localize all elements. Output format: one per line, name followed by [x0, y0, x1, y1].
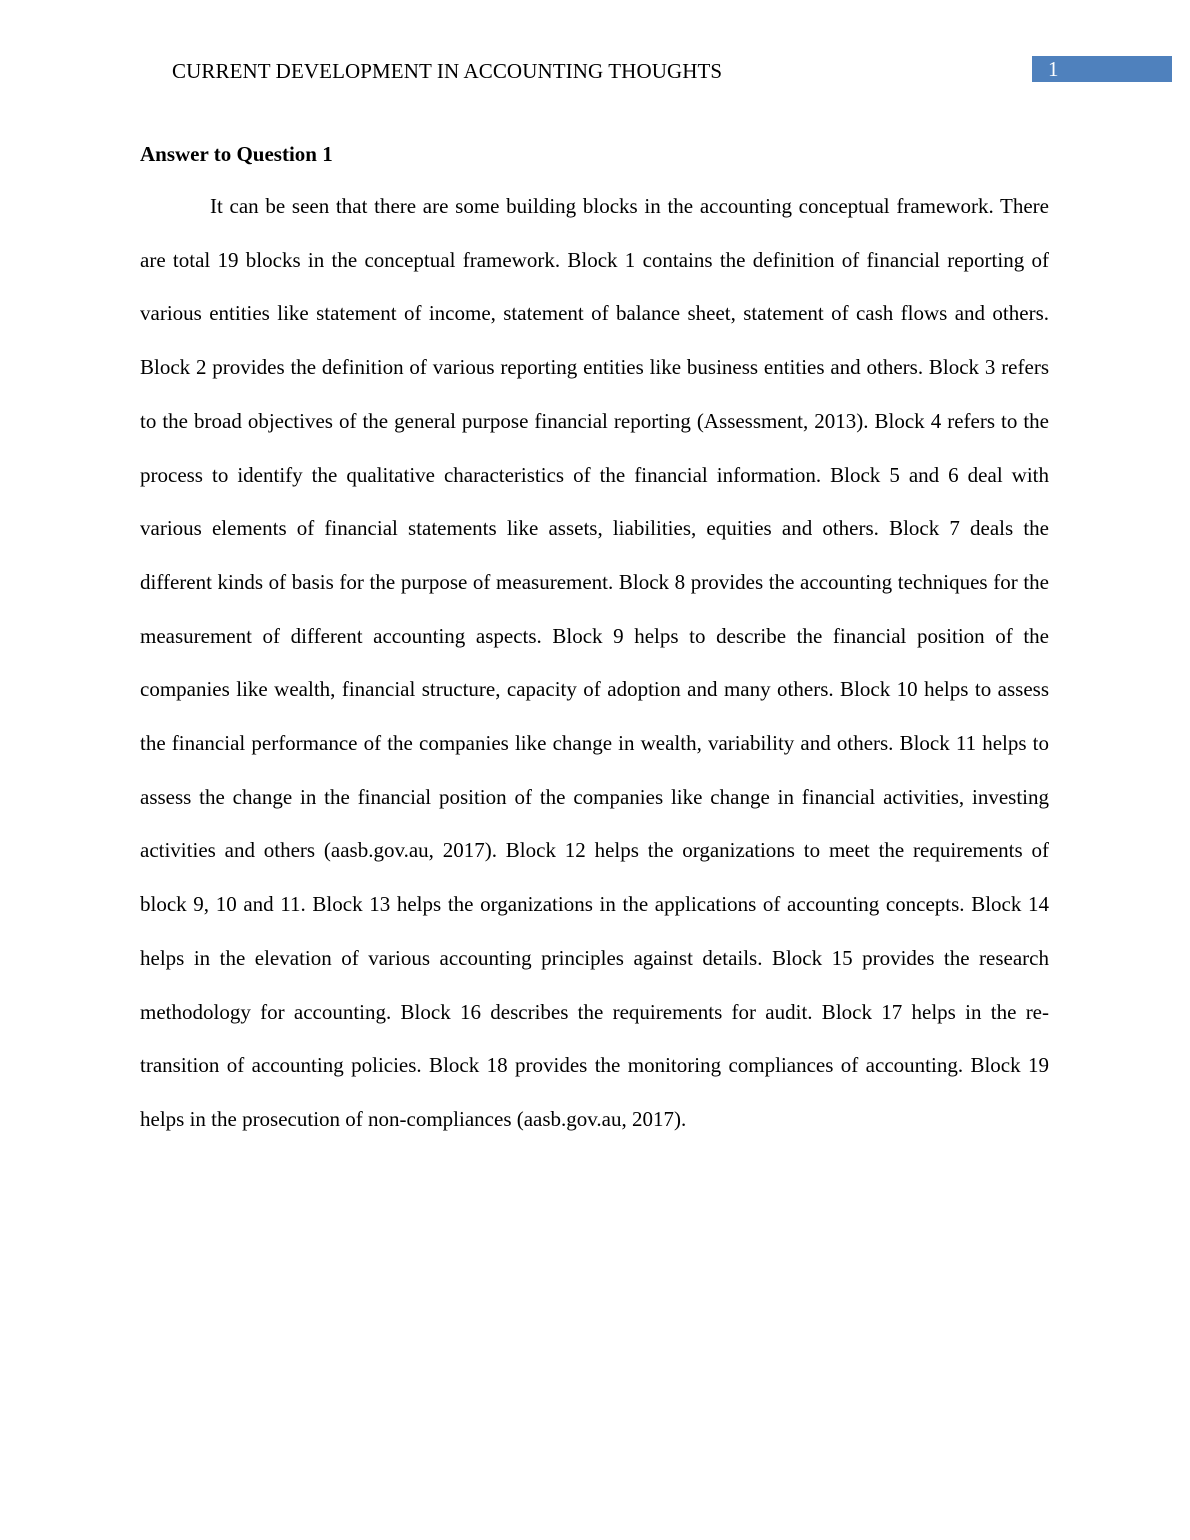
page-number: 1 — [1048, 57, 1059, 81]
running-header-title: CURRENT DEVELOPMENT IN ACCOUNTING THOUGHTS — [172, 59, 723, 83]
body-paragraph: It can be seen that there are some building blocks in the accounting conceptual framework. There are total 19 blocks in the conceptual framework. Block 1 contains the definition of financial reporting of various entities like statement of income, statement of balance sheet, statement of cash flows and others. Block 2 provides the definition of various reporting entities like business entities and others. Block 3 refers to the broad objectives of the general purpose financial reporting (Assessment, 2013). Block 4 refers to the process to identify the qualitative characteristics of the financial information. Block 5 and 6 deal with various elements of financial statements like assets, liabilities, equities and others. Block 7 deals the different kinds of basis for the purpose of measurement. Block 8 provides the accounting techniques for the measurement of different accounting aspects. Block 9 helps to describe the financial position of the companies like wealth, financial structure, capacity of adoption and many others. Block 10 helps to assess the financial performance of the companies like change in wealth, variability and others. Block 11 helps to assess the change in the financial position of the companies like change in financial activities, investing activities and others (aasb.gov.au, 2017). Block 12 helps the organizations to meet the requirements of block 9, 10 and 11. Block 13 helps the organizations in the applications of accounting concepts. Block 14 helps in the elevation of various accounting principles against details. Block 15 provides the research methodology for accounting. Block 16 describes the requirements for audit. Block 17 helps in the re-transition of accounting policies. Block 18 provides the monitoring compliances of accounting. Block 19 helps in the prosecution of non-compliances (aasb.gov.au, 2017). — [140, 194, 1049, 1131]
page-number-badge — [1032, 56, 1172, 82]
section-heading: Answer to Question 1 — [140, 142, 333, 166]
